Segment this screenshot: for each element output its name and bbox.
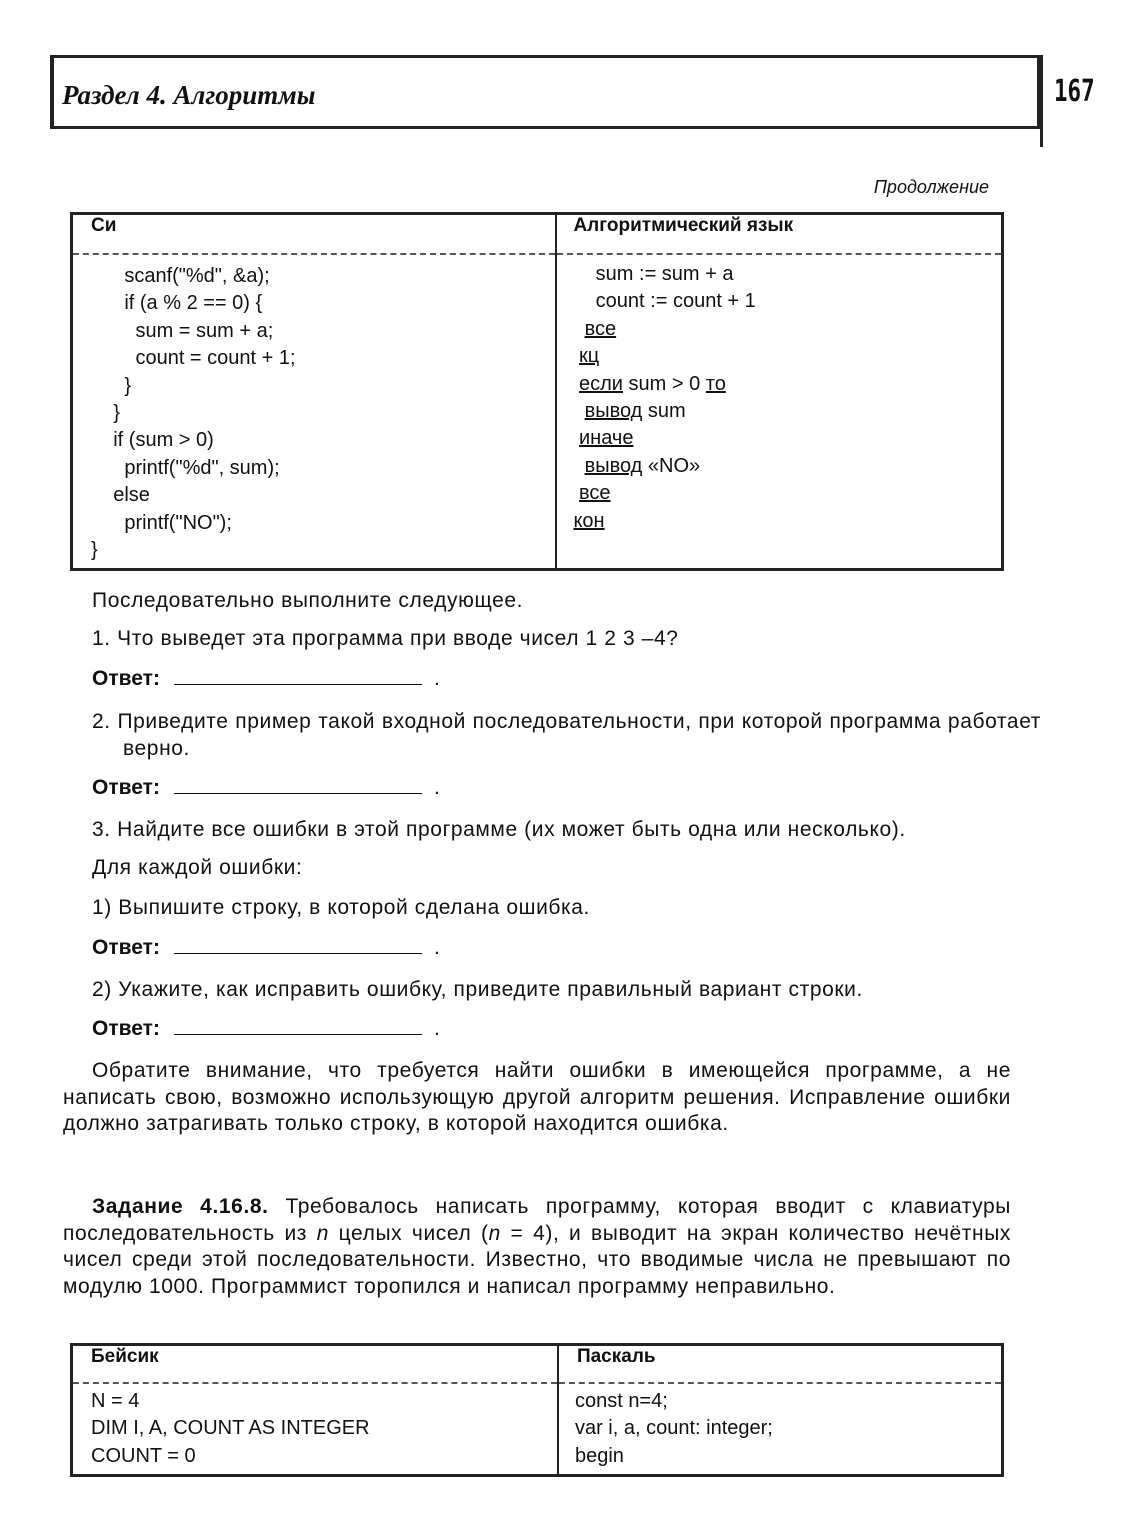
alg-keyword: кон — [573, 509, 605, 532]
continuation-label: Продолжение — [873, 177, 989, 197]
table-header-pascal: Паскаль — [558, 1345, 1003, 1384]
alg-keyword: все — [579, 482, 611, 505]
code-table-basic-pascal — [70, 1343, 1004, 1477]
answer-dot: . — [433, 667, 440, 690]
sub-question-1: 1) Выпишите строку, в которой сделана ошибка. — [92, 896, 590, 919]
c-code-line: count = count + 1; — [91, 347, 296, 370]
task-text-b: целых чисел ( — [328, 1221, 489, 1245]
basic-code-line: N = 4 — [91, 1390, 140, 1412]
task-paragraph — [63, 1194, 1011, 1300]
c-code-block — [91, 263, 555, 564]
alg-code-line — [573, 480, 1001, 507]
c-code-line: } — [91, 374, 132, 397]
basic-code-line: COUNT = 0 — [91, 1444, 196, 1467]
c-code-cell — [72, 254, 557, 570]
alg-code-line — [573, 425, 1001, 452]
for-each-error: Для каждой ошибки: — [92, 856, 303, 879]
alg-code-line: вывод sum — [584, 399, 686, 422]
pascal-code-line: const n=4; — [574, 1390, 668, 1412]
answer-dot: . — [433, 776, 440, 799]
table-header-basic: Бейсик — [72, 1345, 558, 1384]
pascal-code-line: begin — [574, 1444, 624, 1467]
alg-code-line — [573, 316, 1001, 343]
c-code-line: if (sum > 0) — [91, 429, 214, 452]
c-code-line: scanf("%d", &a); — [91, 265, 270, 287]
question-3: 3. Найдите все ошибки в этой программе (их может быть одна или несколько). — [92, 818, 906, 841]
intro-text: Последовательно выполните следующее. — [92, 589, 524, 612]
alg-code-line: если sum > 0 то — [579, 372, 726, 395]
alg-keyword: то — [705, 372, 726, 395]
answer-dot: . — [433, 1017, 440, 1040]
alg-code-line: вывод «NO» — [584, 454, 701, 477]
answer-label: Ответ: — [92, 1017, 160, 1040]
answer-line-1 — [92, 664, 440, 691]
alg-code-line — [573, 343, 1001, 370]
answer-line-3 — [92, 933, 440, 960]
task-n-var: n — [316, 1221, 329, 1245]
section-title: Раздел 4. Алгоритмы — [62, 80, 316, 110]
alg-code-line: count := count + 1 — [595, 290, 756, 313]
answer-line-4 — [92, 1014, 440, 1041]
basic-code-line: DIM I, A, COUNT AS INTEGER — [91, 1417, 370, 1440]
header-vertical-rule — [1040, 55, 1043, 147]
task-n-eq: n — [488, 1221, 501, 1245]
c-code-line: sum = sum + a; — [91, 319, 274, 342]
code-table-c-alg — [70, 212, 1004, 571]
answer-blank[interactable] — [174, 664, 422, 685]
basic-code-block — [91, 1388, 557, 1470]
alg-keyword: все — [584, 317, 617, 340]
answer-label: Ответ: — [92, 776, 160, 799]
sub-question-2: 2) Укажите, как исправить ошибку, приведите правильный вариант строки. — [92, 978, 863, 1001]
c-code-line: } — [91, 401, 120, 424]
answer-label: Ответ: — [92, 667, 160, 690]
alg-code-line: sum := sum + a — [595, 263, 734, 285]
pascal-code-line: var i, a, count: integer; — [574, 1417, 773, 1440]
alg-keyword: кц — [579, 345, 600, 368]
page-number: 167 — [1054, 74, 1095, 109]
answer-blank[interactable] — [174, 773, 422, 794]
answer-blank[interactable] — [174, 933, 422, 954]
c-code-line: } — [91, 538, 98, 561]
basic-code-cell — [72, 1383, 558, 1476]
table-header-c: Си — [72, 214, 557, 255]
c-code-line: if (a % 2 == 0) { — [91, 292, 263, 315]
c-code-line: printf("%d", sum); — [91, 456, 280, 479]
task-label: Задание 4.16.8. — [92, 1195, 269, 1218]
alg-keyword: вывод — [584, 399, 643, 422]
answer-line-2 — [92, 773, 440, 800]
pascal-code-cell — [558, 1383, 1003, 1476]
answer-dot: . — [433, 936, 440, 959]
alg-keyword: иначе — [579, 427, 634, 450]
alg-code-line — [573, 508, 1001, 535]
task-text-a: Требовалось написать программу, которая вводит с клавиатуры последовательность из — [63, 1195, 1011, 1245]
question-2: 2. Приведите пример такой входной последовательности, при которой программа работает верно. — [92, 710, 1041, 760]
note-paragraph: Обратите внимание, что требуется найти ошибки в имеющейся программе, а не написать свою, возможно использующую другой алгоритм решения. Исправление ошибки должно затрагивать только строку, в которой находится ошибка. — [63, 1059, 1011, 1135]
c-code-line: printf("NO"); — [91, 511, 232, 534]
pascal-code-block — [575, 1388, 1001, 1470]
c-code-line: else — [91, 484, 150, 507]
answer-blank[interactable] — [174, 1014, 422, 1035]
alg-keyword: вывод — [584, 454, 643, 477]
alg-code-block — [573, 261, 1001, 535]
table-header-alg: Алгоритмический язык — [556, 214, 1002, 255]
task-text-c: = 4), и выводит на экран количество нечётных чисел среди этой последовательности. Известно, что вводимые числа не превышают по модулю 1000. Программист торопился и написал программу неправильно. — [63, 1221, 1011, 1298]
alg-keyword: если — [579, 372, 623, 395]
alg-code-cell — [556, 254, 1002, 570]
question-1: 1. Что выведет эта программа при вводе чисел 1 2 3 –4? — [92, 627, 679, 650]
answer-label: Ответ: — [92, 936, 160, 959]
